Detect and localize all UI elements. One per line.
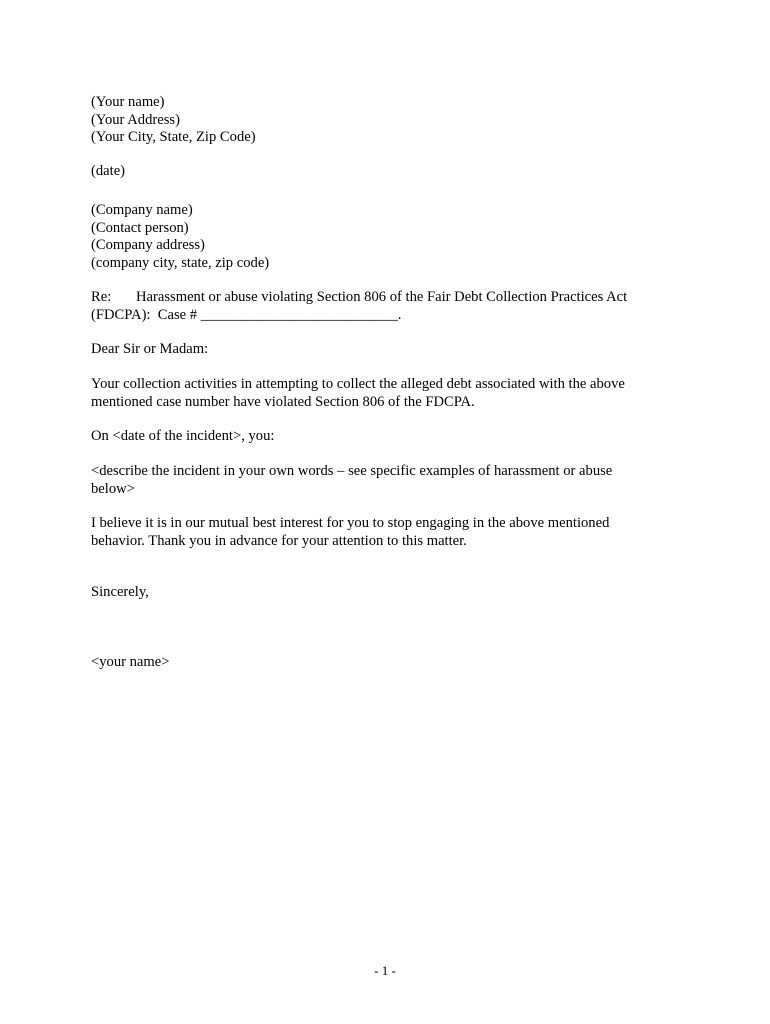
- closing-block: [91, 584, 681, 602]
- body-paragraph-4-line-1: I believe it is in our mutual best interest for you to stop engaging in the above mentioned: [91, 515, 610, 531]
- signature-block: [91, 654, 681, 672]
- closing: Sincerely,: [91, 584, 149, 600]
- recipient-contact-person: (Contact person): [91, 219, 189, 236]
- signature-name: <your name>: [91, 654, 170, 670]
- recipient-city-state-zip: (company city, state, zip code): [91, 254, 270, 271]
- body-paragraph-3: [91, 463, 681, 498]
- body-paragraph-1-line-2: mentioned case number have violated Section 806 of the FDCPA.: [91, 393, 475, 410]
- sender-address: (Your Address): [91, 111, 180, 128]
- incident-description-line-2: below>: [91, 480, 135, 497]
- body-paragraph-4-line-2: behavior. Thank you in advance for your attention to this matter.: [91, 532, 467, 549]
- body-paragraph-1: [91, 376, 681, 411]
- recipient-block: [91, 202, 681, 272]
- subject-block: [91, 289, 681, 324]
- subject-text-1: Harassment or abuse violating Section 806 of the Fair Debt Collection Practices Act: [136, 289, 628, 305]
- page-footer: [0, 962, 770, 979]
- salutation-block: [91, 341, 681, 359]
- body-paragraph-4: [91, 515, 681, 550]
- salutation: Dear Sir or Madam:: [91, 341, 209, 357]
- subject-line-1: [91, 289, 681, 307]
- recipient-company-address: (Company address): [91, 237, 205, 254]
- incident-date-line: On <date of the incident>, you:: [91, 428, 275, 444]
- subject-line-2: (FDCPA): Case # ___________________________.: [91, 306, 402, 323]
- sender-block: [91, 94, 681, 147]
- subject-label: Re:: [91, 289, 112, 305]
- body-paragraph-1-line-1: Your collection activities in attempting to collect the alleged debt associated with the above: [91, 376, 625, 392]
- sender-name: (Your name): [91, 94, 165, 110]
- letter-date: (date): [91, 163, 126, 179]
- page-number: - 1 -: [374, 963, 396, 978]
- sender-city-state-zip: (Your City, State, Zip Code): [91, 129, 256, 146]
- body-paragraph-2: [91, 428, 681, 446]
- date-block: [91, 163, 681, 181]
- recipient-company-name: (Company name): [91, 202, 193, 218]
- incident-description-line-1: <describe the incident in your own words – see specific examples of harassment or abuse: [91, 463, 613, 479]
